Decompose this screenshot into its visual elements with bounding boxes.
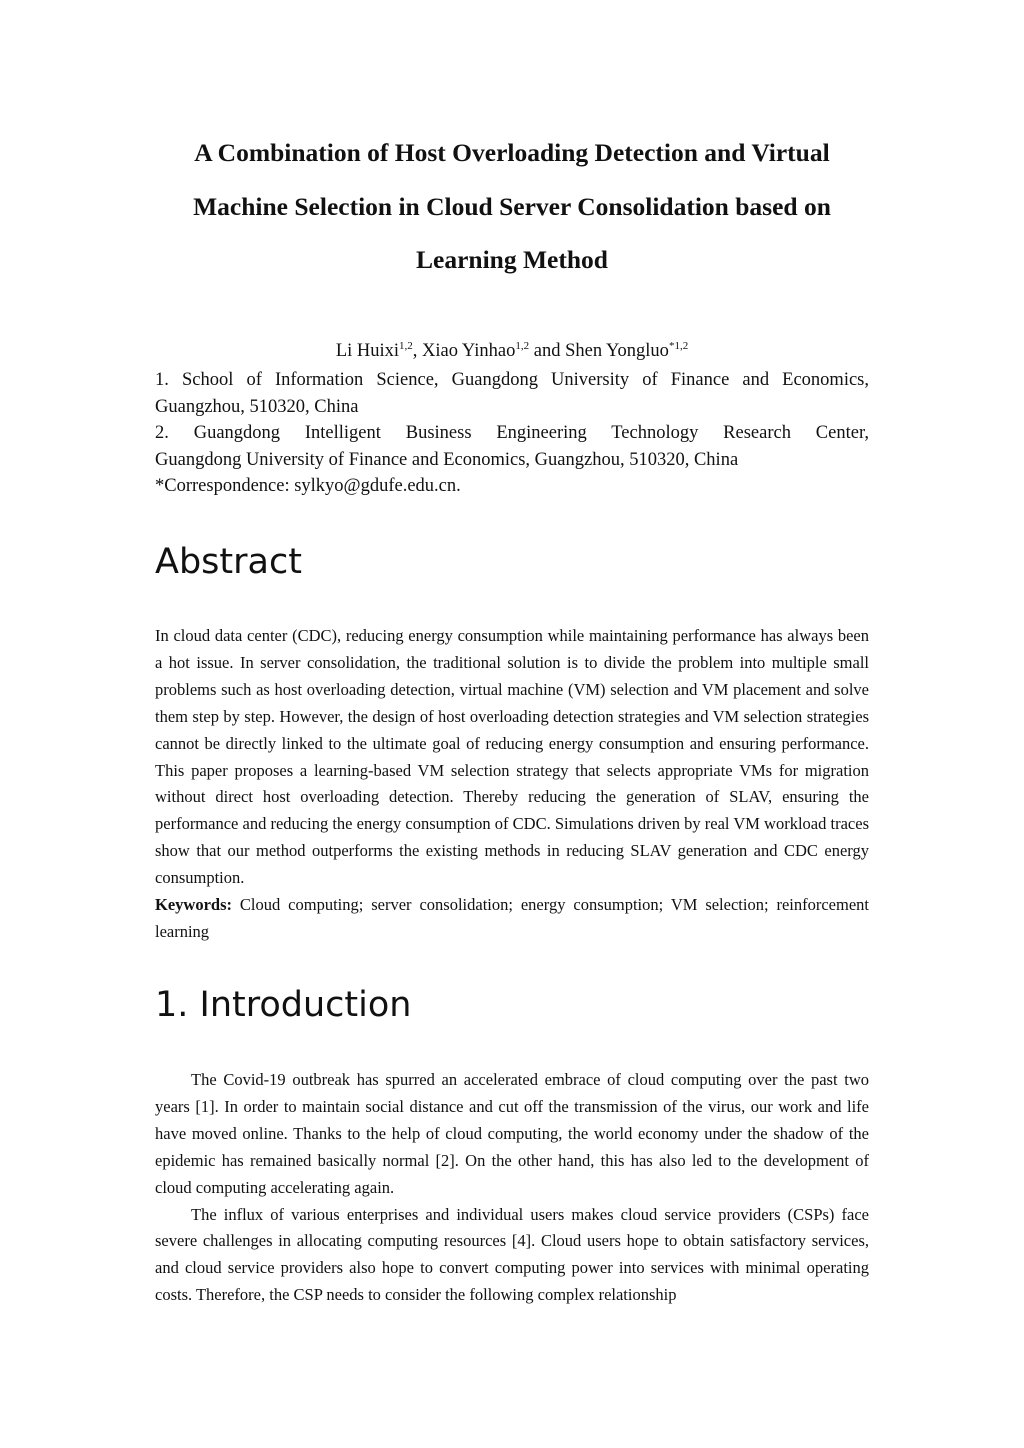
author-affiliation-mark: 1,2: [399, 340, 413, 352]
introduction-body: [155, 1067, 869, 1309]
affiliations: [155, 367, 869, 500]
affiliation-2-line-1: 2. Guangdong Intelligent Business Engineering Technology Research Center,: [155, 423, 869, 444]
abstract-heading: Abstract: [155, 542, 302, 582]
author-affiliation-mark: 1,2: [515, 340, 530, 352]
abstract-text: In cloud data center (CDC), reducing energy consumption while maintaining performance has always been a hot issue. In server consolidation, the traditional solution is to divide the problem into multiple small problems such as host overloading detection, virtual machine (VM) selection and VM placement and solve them step by step. However, the design of host overloading detection strategies and VM selection strategies cannot be directly linked to the ultimate goal of reducing energy consumption and ensuring performance. This paper proposes a learning-based VM selection strategy that selects appropriate VMs for migration without direct host overloading detection. Thereby reducing the generation of SLAV, ensuring the performance and reducing the energy consumption of CDC. Simulations driven by real VM workload traces show that our method outperforms the existing methods in reducing SLAV generation and CDC energy consumption.: [155, 626, 869, 888]
keywords-label: Keywords:: [155, 895, 232, 914]
title-line: Learning Method: [416, 245, 608, 274]
keywords: [155, 892, 869, 946]
author-separator: ,: [412, 341, 423, 361]
author-separator: and: [529, 341, 566, 361]
intro-paragraph: The Covid-19 outbreak has spurred an accelerated embrace of cloud computing over the past two years [1]. In order to maintain social distance and cut off the transmission of the virus, our work and life have moved online. Thanks to the help of cloud computing, the world economy under the shadow of the epidemic has remained basically normal [2]. On the other hand, this has also led to the development of cloud computing accelerating again.: [155, 1070, 869, 1197]
title-line: Machine Selection in Cloud Server Consolidation based on: [193, 191, 831, 221]
author-list: [155, 338, 869, 365]
affiliation-2-line-2: Guangdong University of Finance and Economics, Guangzhou, 510320, China: [155, 449, 739, 470]
author-name: Xiao Yinhao: [422, 341, 516, 361]
author-name: Li Huixi: [335, 341, 400, 361]
intro-paragraph: The influx of various enterprises and individual users makes cloud service providers (CSPs) face severe challenges in allocating computing resources [4]. Cloud users hope to obtain satisfactory services, and cloud service providers also hope to convert computing power into services with minimal operating costs. Therefore, the CSP needs to consider the following complex relationship: [155, 1204, 869, 1305]
correspondence: *Correspondence: sylkyo@gdufe.edu.cn.: [155, 476, 461, 497]
author-name: Shen Yongluo: [565, 341, 669, 361]
introduction-heading: 1. Introduction: [155, 985, 412, 1025]
affiliation-1: 1. School of Information Science, Guangdong University of Finance and Economics, Guangzhou, 510320, China: [155, 370, 869, 417]
title-line: A Combination of Host Overloading Detection and Virtual: [194, 138, 830, 167]
paper-title: [155, 126, 869, 287]
author-affiliation-mark: *1,2: [668, 340, 689, 352]
keywords-text: Cloud computing; server consolidation; energy consumption; VM selection; reinforcement learning: [155, 895, 869, 941]
